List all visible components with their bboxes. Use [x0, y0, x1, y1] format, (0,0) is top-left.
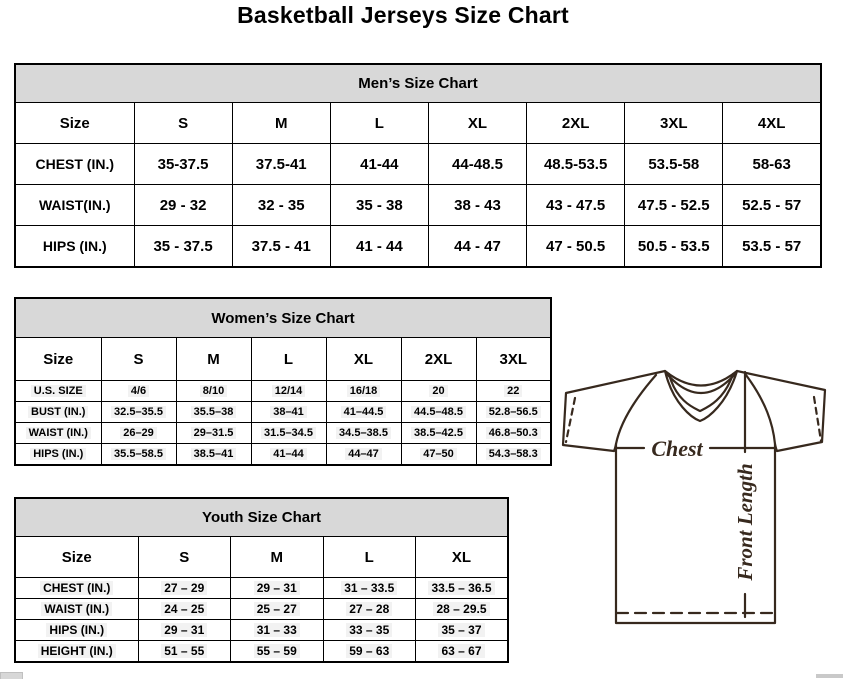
cell-value: 55 – 59: [254, 644, 300, 658]
value-cell: 37.5 - 41: [232, 226, 330, 268]
women-table-title: Women’s Size Chart: [15, 298, 551, 338]
measurement-row: [15, 144, 821, 185]
size-column-header: S: [101, 338, 176, 381]
measurement-row: [15, 226, 821, 268]
cell-value: 44.5–48.5: [411, 406, 466, 418]
cell-value: 24 – 25: [161, 602, 207, 616]
cell-value: HIPS (IN.): [30, 448, 86, 460]
measurement-row: [15, 423, 551, 444]
value-cell: [138, 599, 231, 620]
value-cell: [138, 620, 231, 641]
value-cell: [138, 641, 231, 663]
cell-value: 4/6: [128, 385, 149, 397]
cell-value: 51 – 55: [161, 644, 207, 658]
cell-value: 35.5–58.5: [111, 448, 166, 460]
size-column-header: XL: [326, 338, 401, 381]
cell-value: 29–31.5: [191, 427, 237, 439]
cell-value: HEIGHT (IN.): [38, 644, 116, 658]
jersey-measurement-diagram: [558, 356, 840, 628]
value-cell: [138, 578, 231, 599]
value-cell: [251, 423, 326, 444]
size-column-header: L: [251, 338, 326, 381]
value-cell: [401, 423, 476, 444]
value-cell: [176, 381, 251, 402]
cell-value: 31.5–34.5: [261, 427, 316, 439]
measurement-row: [15, 620, 508, 641]
size-column-header: XL: [416, 537, 509, 578]
size-column-header: S: [134, 103, 232, 144]
page-title: Basketball Jerseys Size Chart: [237, 2, 569, 28]
measurement-row: [15, 599, 508, 620]
cell-value: 35 – 37: [438, 623, 484, 637]
value-cell: [416, 620, 509, 641]
cell-value: 32.5–35.5: [111, 406, 166, 418]
value-cell: 52.5 - 57: [723, 185, 821, 226]
measurement-row: [15, 185, 821, 226]
cell-value: 20: [429, 385, 447, 397]
value-cell: 44-48.5: [428, 144, 526, 185]
value-cell: [326, 423, 401, 444]
cell-value: 47–50: [420, 448, 457, 460]
measurement-row: [15, 641, 508, 663]
value-cell: [231, 578, 324, 599]
value-cell: 47 - 50.5: [527, 226, 625, 268]
men-size-table-grid: [14, 63, 822, 268]
value-cell: 35 - 37.5: [134, 226, 232, 268]
cell-value: 35.5–38: [191, 406, 237, 418]
value-cell: [101, 423, 176, 444]
cell-value: 29 – 31: [254, 581, 300, 595]
value-cell: 47.5 - 52.5: [625, 185, 723, 226]
row-label-cell: [15, 641, 138, 663]
cell-value: 28 – 29.5: [433, 602, 489, 616]
value-cell: 48.5-53.5: [527, 144, 625, 185]
value-cell: [323, 620, 416, 641]
value-cell: [401, 444, 476, 466]
value-cell: [176, 444, 251, 466]
value-cell: 29 - 32: [134, 185, 232, 226]
row-label-cell: HIPS (IN.): [15, 226, 134, 268]
cell-value: 12/14: [272, 385, 306, 397]
value-cell: [251, 444, 326, 466]
cell-value: 29 – 31: [161, 623, 207, 637]
size-column-header: S: [138, 537, 231, 578]
size-column-header: 2XL: [527, 103, 625, 144]
cell-value: 46.8–50.3: [486, 427, 541, 439]
cell-value: 27 – 29: [161, 581, 207, 595]
scrollbar-fragment-right[interactable]: [816, 674, 843, 678]
row-label-cell: WAIST(IN.): [15, 185, 134, 226]
scrollbar-fragment-left[interactable]: [0, 672, 23, 679]
value-cell: 37.5-41: [232, 144, 330, 185]
size-corner-label: Size: [15, 338, 101, 381]
value-cell: [101, 444, 176, 466]
size-column-header: L: [330, 103, 428, 144]
chest-label: Chest: [651, 436, 703, 461]
value-cell: [176, 402, 251, 423]
value-cell: [323, 578, 416, 599]
value-cell: 43 - 47.5: [527, 185, 625, 226]
value-cell: 44 - 47: [428, 226, 526, 268]
cell-value: 52.8–56.5: [486, 406, 541, 418]
value-cell: [101, 402, 176, 423]
row-label-cell: [15, 423, 101, 444]
measurement-row: [15, 381, 551, 402]
youth-size-table: [14, 497, 509, 663]
value-cell: [476, 402, 551, 423]
cell-value: 8/10: [200, 385, 227, 397]
cell-value: 31 – 33.5: [341, 581, 397, 595]
value-cell: [176, 423, 251, 444]
value-cell: [326, 381, 401, 402]
youth-table-title: Youth Size Chart: [15, 498, 508, 537]
value-cell: [416, 599, 509, 620]
cell-value: 33.5 – 36.5: [428, 581, 494, 595]
size-corner-label: Size: [15, 537, 138, 578]
size-column-header: M: [231, 537, 324, 578]
womens-size-table: [14, 297, 552, 466]
value-cell: 32 - 35: [232, 185, 330, 226]
value-cell: [323, 599, 416, 620]
value-cell: [101, 381, 176, 402]
value-cell: [476, 444, 551, 466]
cell-value: 41–44.5: [341, 406, 387, 418]
value-cell: [231, 641, 324, 663]
mens-size-table: [14, 63, 822, 268]
value-cell: [323, 641, 416, 663]
value-cell: 35 - 38: [330, 185, 428, 226]
value-cell: [326, 444, 401, 466]
value-cell: [476, 423, 551, 444]
cell-value: HIPS (IN.): [46, 623, 107, 637]
row-label-cell: [15, 402, 101, 423]
size-column-header: L: [323, 537, 416, 578]
value-cell: 53.5-58: [625, 144, 723, 185]
cell-value: 59 – 63: [346, 644, 392, 658]
front-length-label: Front Length: [733, 463, 757, 581]
cell-value: WAIST (IN.): [26, 427, 91, 439]
value-cell: 58-63: [723, 144, 821, 185]
row-label-cell: CHEST (IN.): [15, 144, 134, 185]
cell-value: WAIST (IN.): [41, 602, 112, 616]
cell-value: 27 – 28: [346, 602, 392, 616]
size-column-header: 2XL: [401, 338, 476, 381]
row-label-cell: [15, 578, 138, 599]
cell-value: 31 – 33: [254, 623, 300, 637]
cell-value: U.S. SIZE: [31, 385, 86, 397]
value-cell: [231, 620, 324, 641]
value-cell: [416, 641, 509, 663]
size-column-header: XL: [428, 103, 526, 144]
value-cell: [476, 381, 551, 402]
women-size-table-grid: [14, 297, 552, 466]
row-label-cell: [15, 620, 138, 641]
size-column-header: 3XL: [476, 338, 551, 381]
cell-value: 38.5–42.5: [411, 427, 466, 439]
size-corner-label: Size: [15, 103, 134, 144]
cell-value: 38–41: [270, 406, 307, 418]
cell-value: 16/18: [347, 385, 381, 397]
row-label-cell: [15, 444, 101, 466]
cell-value: 38.5–41: [191, 448, 237, 460]
cell-value: 54.3–58.3: [486, 448, 541, 460]
size-column-header: M: [232, 103, 330, 144]
measurement-row: [15, 444, 551, 466]
value-cell: [416, 578, 509, 599]
cell-value: 22: [504, 385, 522, 397]
cell-value: 44–47: [345, 448, 382, 460]
value-cell: [401, 402, 476, 423]
cell-value: CHEST (IN.): [40, 581, 113, 595]
measurement-row: [15, 578, 508, 599]
value-cell: [231, 599, 324, 620]
value-cell: 50.5 - 53.5: [625, 226, 723, 268]
measurement-row: [15, 402, 551, 423]
row-label-cell: [15, 381, 101, 402]
youth-size-table-grid: [14, 497, 509, 663]
size-column-header: 3XL: [625, 103, 723, 144]
value-cell: 41 - 44: [330, 226, 428, 268]
cell-value: 63 – 67: [438, 644, 484, 658]
size-column-header: M: [176, 338, 251, 381]
value-cell: 41-44: [330, 144, 428, 185]
cell-value: 25 – 27: [254, 602, 300, 616]
value-cell: [326, 402, 401, 423]
cell-value: 33 – 35: [346, 623, 392, 637]
value-cell: [251, 402, 326, 423]
cell-value: 26–29: [120, 427, 157, 439]
size-column-header: 4XL: [723, 103, 821, 144]
value-cell: [251, 381, 326, 402]
value-cell: 53.5 - 57: [723, 226, 821, 268]
row-label-cell: [15, 599, 138, 620]
value-cell: [401, 381, 476, 402]
cell-value: 34.5–38.5: [336, 427, 391, 439]
cell-value: 41–44: [270, 448, 307, 460]
men-table-title: Men’s Size Chart: [15, 64, 821, 103]
value-cell: 38 - 43: [428, 185, 526, 226]
value-cell: 35-37.5: [134, 144, 232, 185]
cell-value: BUST (IN.): [28, 406, 88, 418]
